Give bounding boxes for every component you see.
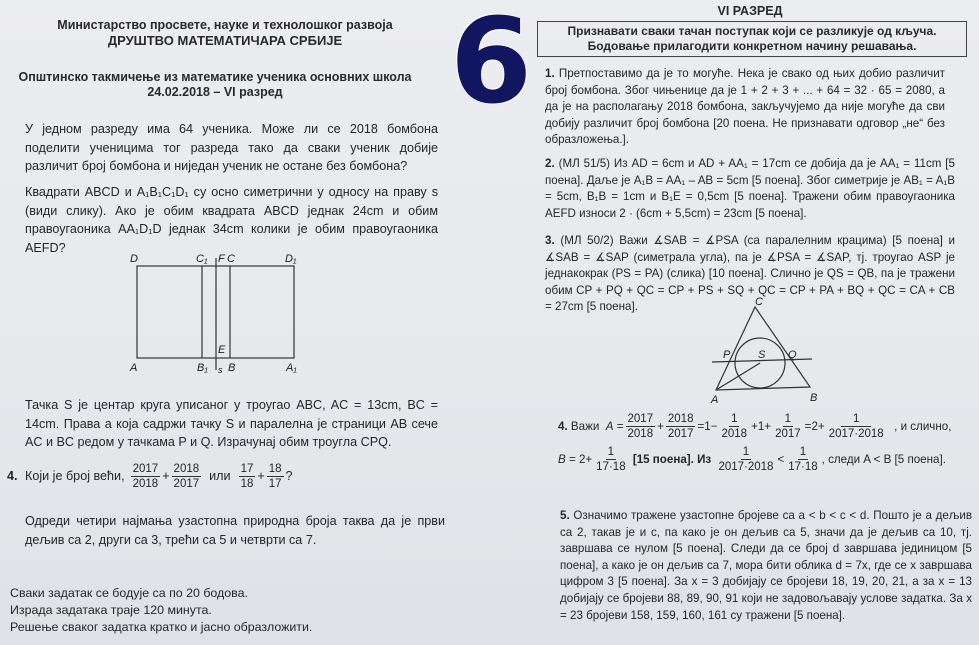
task-4: 4. Који је број већи, $\frac{2017}{2018}$ + $\frac{2018}{2017}$ или $\frac{17}{18}$ + $\frac{18}{17}$ ? [7,463,293,490]
task-2: Квадрати ABCD и A₁B₁C₁D₁ су осно симетрични у односу на праву s (види слику). Ако је обим квадрата ABCD једнак 24cm и обим правоугаоника AA₁D₁D једнак 34cm колики је обим правоугаоника AEFD? [25,185,438,255]
fraction: $\frac{18}{17}$ [268,463,282,490]
solution-3: 3. (МЛ 50/2) Важи ∡SAB = ∡PSA (са паралелним крацима) [5 поена] и ∡SAB = ∡SAP (симетрала угла), па је ∡PSA = ∡SAP, тј. троугао ASP је једнакокрак (PS = PA) (слика) [10 поена]. Слично је QS = QB, па је тражени обим CP + PQ + QC = CP + PS + SQ + QC = CP + PA + BQ + QC = CA + CB = 27cm [5 поена]. [545,234,955,314]
label-D: D [130,253,138,265]
label-F: F [218,253,225,265]
grading-note-box [537,21,967,57]
grading-note-2: Бодовање прилагодити конкретном начину решавања. [587,39,917,53]
competition-title: Општинско такмичење из математике ученика основних школа [18,70,412,84]
task-3: Тачка S је центар круга уписаног у троугао ABC, AC = 13cm, BC = 14cm. Права a која садржи тачку S и паралелна је страници AB сече AC и BC редом у тачкама P и Q. Израчунај обим троугла CPQ. [25,398,438,449]
solution-2: 2. (МЛ 51/5) Из AD = 6cm и AD + AA₁ = 17cm се добија да је AA₁ = 11cm [5 поена]. Даље је A₁B = AA₁ – AB = 5cm [5 поена]. Због симетрије је AB₁ = A₁B = 5cm, B₁B = 1cm и B₁E = 0,5cm [5 поена]. Тражени обим правоугаоника AEFD износи 2 · (6cm + 5,5cm) = 23cm [5 поена]. [545,157,955,220]
grade-mark: 6 [450,0,533,130]
label-A: A [711,394,719,405]
squares-figure [120,248,315,373]
ministry-name: Министарство просвете, науке и технолошког развоја [57,18,393,32]
competition-header [0,70,430,100]
solution-5: 5. Означимо тражене узастопне бројеве са a < b < c < d. Пошто је a дељив са 2, такав је и c, па како је он дељив са 5, значи да је дељив са 10, тј. завршава се нулом [5 поена]. Следи да се број d завршава јединицом [5 поена], а како је он дељив са 7, мора бити облика d = 7x, где се x завршава цифром 3 [5 поена]. За x = 3 добијају се бројеви 18, 19, 20, 21, а за x = 13 добијају се бројеви 88, 89, 90, 91 који не задовољавају услове задатка. За x = 23 бројеви 158, 159, 160, 161 су тражени [5 поена]. [560,509,972,622]
label-B: B [810,392,818,404]
fraction: $\frac{2017}{2018}$ [132,463,159,490]
footer-scoring: Сваки задатак се бодује са по 20 бодова. [10,586,248,600]
label-B1: B₁ [197,362,208,373]
triangle-figure [700,295,830,405]
label-P: P [723,349,731,361]
solution-4 [558,412,968,474]
label-C: C [227,253,235,265]
label-C1: C₁ [196,253,208,265]
solution-1: 1. Претпоставимо да је то могуће. Нека је свако од њих добио различит број бомбона. Због чињенице да је 1 + 2 + 3 + ... + 64 = 32 · 65 = 2080, а да је на располагању 2018 бомбона, закључујемо да није могуће да сви добију различит број бомбона [20 поена. Не признавати одговор „не“ без образложења.]. [545,67,945,147]
footer-duration: Израда задатака траје 120 минута. [10,603,212,617]
grading-note-1: Признавати сваки тачан поступак који се разликује од кључа. [567,24,937,38]
task-5: Одреди четири најмања узастопна природна броја таква да је први дељив са 2, други са 3, трећи са 5 и четврти са 7. [25,514,445,547]
solution-4-line-2: B = 2+ $\frac{1}{17\cdot 18}$ [15 поена]. Из $\frac{1}{2017\cdot 2018}$ < $\frac{1}{17\cdot 18}$ , следи A < B [5 поена]. [558,446,946,473]
fraction: $\frac{2018}{2017}$ [173,463,200,490]
competition-date: 24.02.2018 – VI разред [147,85,283,99]
label-s: s [218,365,223,373]
grade-title: VI РАЗРЕД [717,4,783,18]
label-A: A [130,362,138,373]
label-E: E [218,344,226,356]
ministry-header [20,18,430,48]
fraction: $\frac{17}{18}$ [240,463,254,490]
label-C: C [755,296,763,308]
label-B: B [228,362,236,373]
exam-footer [10,585,430,636]
task-1: У једном разреду има 64 ученика. Може ли се 2018 бомбона поделити ученицима тог разреда тако да сваки ученик добије различит број бомбона и ниједан ученик не остане без бомбона? [25,122,438,173]
label-S: S [758,349,766,361]
footer-instruction: Решење сваког задатка кратко и јасно образложити. [10,620,313,634]
label-D1: D₁ [285,253,297,265]
label-Q: Q [788,349,797,361]
society-name: ДРУШТВО МАТЕМАТИЧАРА СРБИЈЕ [107,33,343,48]
label-A1: A₁ [286,362,297,373]
solution-4-line-1: 4. Важи A = $\frac{2017}{2018}$ + $\frac{2018}{2017}$ =1− $\frac{1}{2018}$ +1+ $\frac{1}{2017}$ =2+ $\frac{1}{2017\cdot 2018}$ , и слично, [558,413,952,440]
